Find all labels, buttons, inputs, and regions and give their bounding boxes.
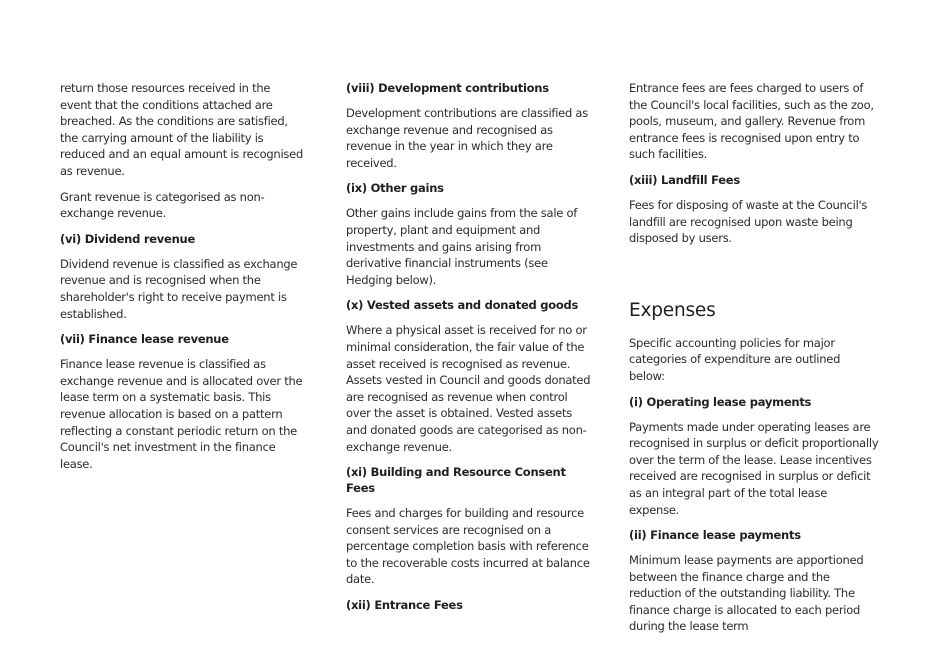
heading-finance-lease-revenue: (vii) Finance lease revenue <box>60 332 229 347</box>
heading-other-gains: (ix) Other gains <box>346 181 444 196</box>
column-middle <box>346 80 594 622</box>
paragraph-landfill-fees: Fees for disposing of waste at the Council's landfill are recognised upon waste being disposed by users. <box>629 197 868 246</box>
heading-consent-fees: (xi) Building and Resource Consent Fees <box>346 465 566 496</box>
heading-development-contributions: (viii) Development contributions <box>346 81 549 95</box>
paragraph-consent-fees: Fees and charges for building and resource consent services are recognised on a percentage completion basis with reference to the recoverable costs incurred at balance date. <box>346 506 590 587</box>
paragraph-entrance-fees: Entrance fees are fees charged to users of the Council's local facilities, such as the zoo, pools, museum, and gallery. Revenue from entrance fees is recognised upon entry to such facilities. <box>629 81 874 162</box>
paragraph-grant-category: Grant revenue is categorised as non-exchange revenue. <box>60 189 265 221</box>
paragraph-finance-lease-revenue: Finance lease revenue is classified as exchange revenue and is allocated over the lease term on a systematic basis. This revenue allocation is based on a pattern reflecting a constant periodic return on the Council's net investment in the finance lease. <box>60 357 303 471</box>
paragraph-development-contributions: Development contributions are classified as exchange revenue and recognised as revenue in the year in which they are received. <box>346 106 588 170</box>
column-left <box>60 80 304 481</box>
heading-entrance-fees: (xii) Entrance Fees <box>346 598 463 613</box>
paragraph-expenses-intro: Specific accounting policies for major categories of expenditure are outlined below: <box>629 335 841 383</box>
heading-landfill-fees: (xiii) Landfill Fees <box>629 172 740 187</box>
heading-operating-lease-payments: (i) Operating lease payments <box>629 394 812 409</box>
paragraph-vested-assets: Where a physical asset is received for no or minimal consideration, the fair value of the asset received is recognised as revenue. Assets vested in Council and goods donated are recognised as revenue when control over the asset is obtained. Vested assets and donated goods are categorised as non-exchange revenue. <box>346 323 591 454</box>
heading-finance-lease-payments: (ii) Finance lease payments <box>629 528 801 543</box>
section-title-expenses: Expenses <box>629 299 716 321</box>
paragraph-dividend-revenue: Dividend revenue is classified as exchange revenue and is recognised when the shareholder's right to receive payment is established. <box>60 256 298 321</box>
paragraph-finance-lease-payments: Minimum lease payments are apportioned between the finance charge and the reduction of the outstanding liability. The finance charge is allocated to each period during the lease term <box>629 553 864 634</box>
paragraph-operating-lease-payments: Payments made under operating leases are recognised in surplus or deficit proportionally over the term of the lease. Lease incentives received are recognised in surplus or deficit as an integral part of the total lease expense. <box>629 419 879 517</box>
heading-dividend-revenue: (vi) Dividend revenue <box>60 231 196 246</box>
paragraph-other-gains: Other gains include gains from the sale of property, plant and equipment and investments and gains arising from derivative financial instruments (see Hedging below). <box>346 206 578 287</box>
paragraph-grant-conditions: return those resources received in the event that the conditions attached are breached. As the conditions are satisfied, the carrying amount of the liability is reduced and an equal amount is recognised as revenue. <box>60 81 304 178</box>
heading-vested-assets: (x) Vested assets and donated goods <box>346 298 579 313</box>
column-right <box>629 80 879 644</box>
